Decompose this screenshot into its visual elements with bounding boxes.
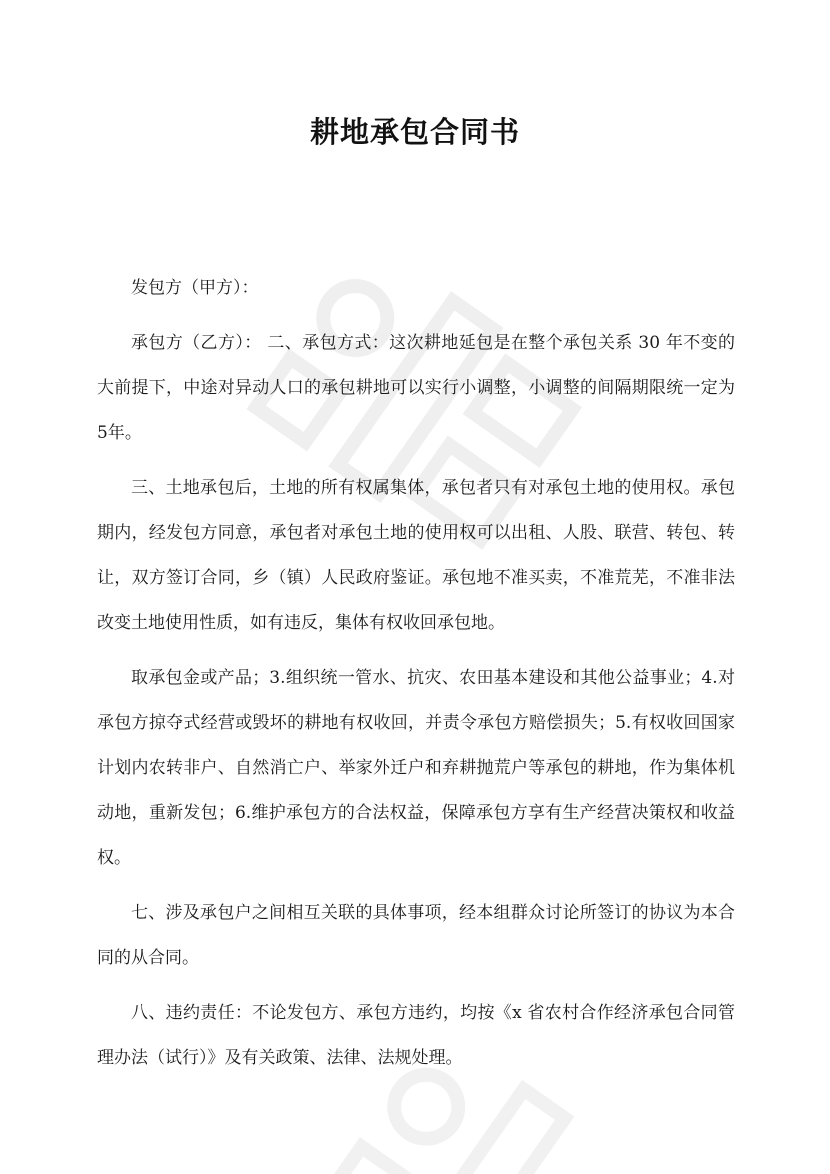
paragraph-clause-seven: 七、涉及承包户之间相互关联的具体事项，经本组群众讨论所签订的协议为本合同的从合同。 [97, 903, 735, 968]
paragraph-clause-three: 三、土地承包后，土地的所有权属集体，承包者只有对承包土地的使用权。承包期内，经发包方同意，承包者对承包土地的使用权可以出租、人股、联营、转包、转让，双方签订合同，乡（镇）人民政府鉴证。承包地不准买卖，不准荒芜，不准非法改变土地使用性质，如有违反，集体有权收回承包地。 [97, 478, 735, 633]
document-title: 耕地承包合同书 [309, 115, 520, 149]
paragraph-clause-eight: 八、违约责任：不论发包方、承包方违约，均按《x 省农村合作经济承包合同管理办法（试行）》及有关政策、法律、法规处理。 [97, 1003, 735, 1068]
paragraph-party-a: 发包方（甲方）： [131, 278, 259, 298]
paragraph-party-b-method: 承包方（乙方）： 二、承包方式：这次耕地延包是在整个承包关系 30 年不变的大前提下，中途对异动人口的承包耕地可以实行小调整，小调整的间隔期限统一定为5年。 [97, 333, 735, 443]
document-body [97, 266, 735, 1091]
paragraph-clause-rights: 取承包金或产品；3.组织统一管水、抗灾、农田基本建设和其他公益事业；4.对承包方掠夺式经营或毁坏的耕地有权收回，并责令承包方赔偿损失；5.有权收回国家计划内农转非户、自然消亡户、举家外迁户和弃耕抛荒户等承包的耕地，作为集体机动地，重新发包；6.维护承包方的合法权益，保障承包方享有生产经营决策权和收益权。 [97, 668, 735, 868]
